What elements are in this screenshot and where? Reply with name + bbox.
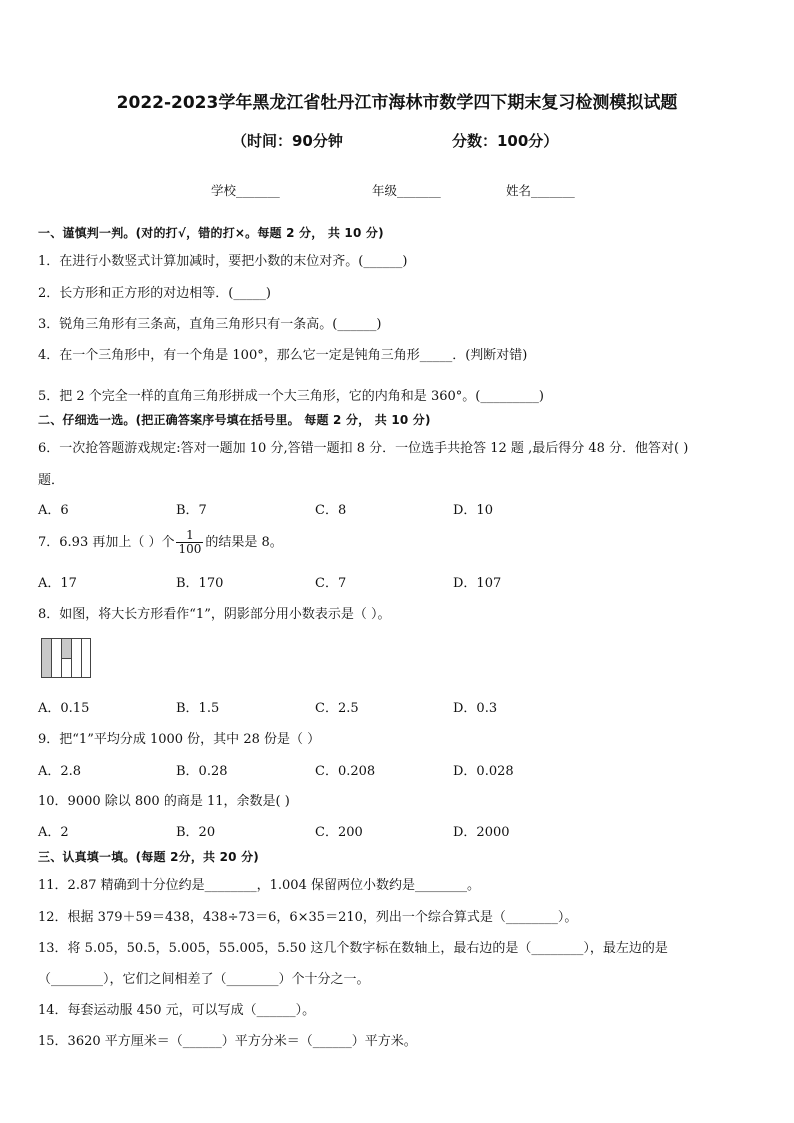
q8-option-d: D．0.3 bbox=[453, 701, 498, 716]
figure-strip bbox=[72, 639, 82, 677]
section-heading-2: 二、仔细选一选。(把正确答案序号填在括号里。 每题 2 分， 共 10 分) bbox=[38, 413, 431, 427]
question-13: 13．将 5.05，50.5，5.005，55.005，5.50 这几个数字标在数轴上，最右边的是（________），最左边的是 bbox=[38, 941, 668, 956]
question-3: 3．锐角三角形有三条高，直角三角形只有一条高。(______) bbox=[38, 317, 382, 332]
fraction-denominator: 100 bbox=[178, 542, 202, 556]
question-9: 9．把“1”平均分成 1000 份，其中 28 份是（ ） bbox=[38, 732, 321, 747]
question-1: 1．在进行小数竖式计算加减时，要把小数的末位对齐。(______) bbox=[38, 254, 408, 269]
rectangle-figure bbox=[41, 638, 91, 678]
question-6: 6．一次抢答题游戏规定:答对一题加 10 分,答错一题扣 8 分．一位选手共抢答 12 题 ,最后得分 48 分．他答对( ) bbox=[38, 441, 689, 456]
q10-option-a: A．2 bbox=[38, 825, 69, 840]
q6-option-b: B．7 bbox=[176, 503, 207, 518]
q8-option-b: B．1.5 bbox=[176, 701, 220, 716]
school-field: 学校_______ bbox=[211, 183, 280, 198]
question-7 bbox=[38, 524, 283, 562]
section-heading-1: 一、谨慎判一判。(对的打√，错的打×。每题 2 分， 共 10 分) bbox=[38, 226, 384, 240]
figure-strip bbox=[52, 639, 62, 677]
q8-option-c: C．2.5 bbox=[315, 701, 359, 716]
fraction bbox=[176, 529, 203, 556]
question-13-cont: （________），它们之间相差了（________）个十分之一。 bbox=[38, 972, 370, 987]
name-field: 姓名_______ bbox=[506, 183, 575, 198]
section-heading-3: 三、认真填一填。(每题 2分，共 20 分) bbox=[38, 850, 259, 864]
q7-option-d: D．107 bbox=[453, 576, 502, 591]
question-15: 15．3620 平方厘米＝（______）平方分米＝（______）平方米。 bbox=[38, 1034, 417, 1049]
q10-option-d: D．2000 bbox=[453, 825, 510, 840]
q8-option-a: A．0.15 bbox=[38, 701, 90, 716]
q6-option-c: C．8 bbox=[315, 503, 347, 518]
question-7-pre: 7．6.93 再加上（ ）个 bbox=[38, 535, 175, 550]
q9-option-a: A．2.8 bbox=[38, 764, 82, 779]
figure-strip-outline bbox=[62, 639, 72, 677]
q6-option-a: A．6 bbox=[38, 503, 69, 518]
question-14: 14．每套运动服 450 元，可以写成（______）。 bbox=[38, 1003, 316, 1018]
question-12: 12．根据 379＋59＝438，438÷73＝6，6×35＝210，列出一个综合算式是（________）。 bbox=[38, 910, 578, 925]
q7-option-c: C．7 bbox=[315, 576, 347, 591]
question-4: 4．在一个三角形中，有一个角是 100°，那么它一定是钝角三角形_____．(判断对错) bbox=[38, 348, 528, 363]
shaded-strip bbox=[42, 639, 52, 677]
q6-option-d: D．10 bbox=[453, 503, 493, 518]
question-10: 10．9000 除以 800 的商是 11，余数是( ) bbox=[38, 794, 290, 809]
question-8: 8．如图，将大长方形看作“1”，阴影部分用小数表示是（ ）。 bbox=[38, 607, 391, 622]
question-11: 11．2.87 精确到十分位约是________，1.004 保留两位小数约是________。 bbox=[38, 878, 480, 893]
question-6-cont: 题． bbox=[38, 473, 65, 488]
q9-option-d: D．0.028 bbox=[453, 764, 514, 779]
q7-option-b: B．170 bbox=[176, 576, 224, 591]
fraction-numerator: 1 bbox=[176, 529, 203, 543]
page-title: 2022-2023学年黑龙江省牡丹江市海林市数学四下期末复习检测模拟试题 bbox=[116, 93, 678, 113]
grade-field: 年级_______ bbox=[372, 183, 441, 198]
q9-option-b: B．0.28 bbox=[176, 764, 228, 779]
exam-time: （时间：90分钟 bbox=[232, 132, 343, 150]
question-7-post: 的结果是 8。 bbox=[205, 535, 283, 550]
q10-option-c: C．200 bbox=[315, 825, 363, 840]
q7-option-a: A．17 bbox=[38, 576, 77, 591]
q9-option-c: C．0.208 bbox=[315, 764, 376, 779]
exam-score: 分数：100分） bbox=[452, 132, 559, 150]
question-5: 5．把 2 个完全一样的直角三角形拼成一个大三角形，它的内角和是 360°。(_________) bbox=[38, 389, 544, 404]
q10-option-b: B．20 bbox=[176, 825, 216, 840]
question-2: 2．长方形和正方形的对边相等．(_____) bbox=[38, 286, 271, 301]
